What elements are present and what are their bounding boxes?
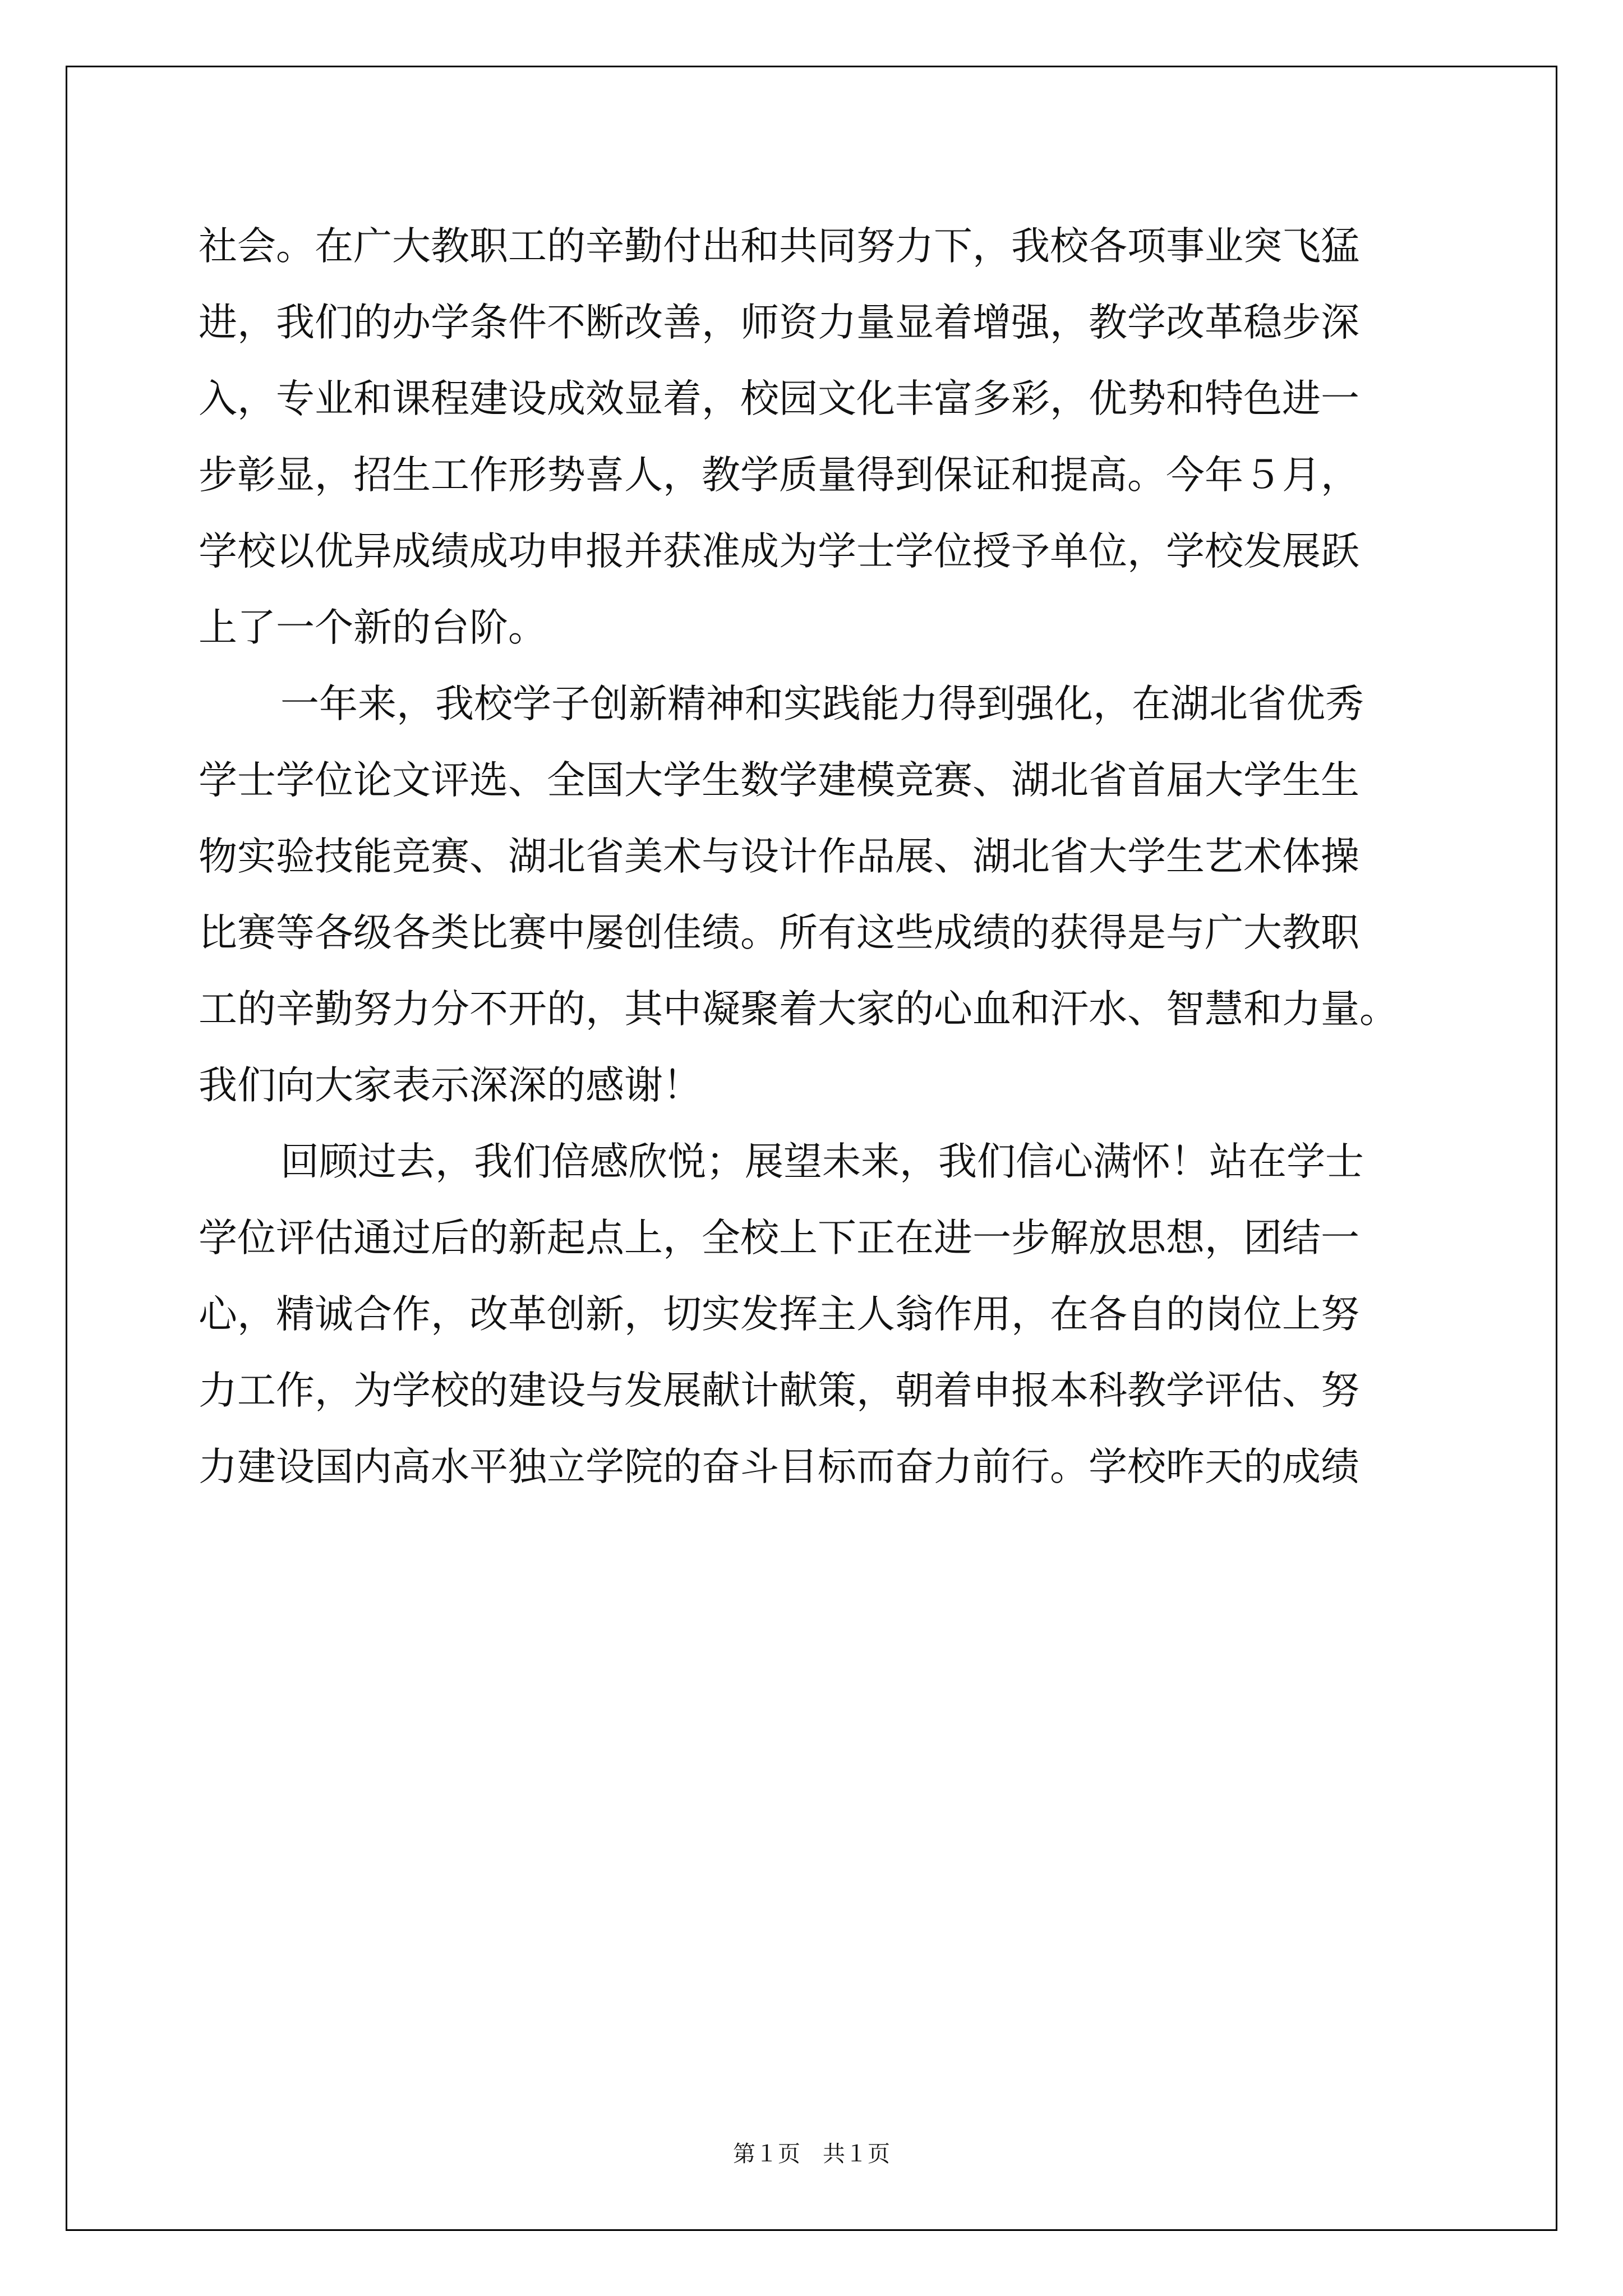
body-line: 上了一个新的台阶。 — [199, 605, 547, 650]
body-line: 力工作，为学校的建设与发展献计献策，朝着申报本科教学评估、努 — [199, 1368, 1359, 1413]
paragraph-first-line: 回顾过去，我们倍感欣悦；展望未来，我们信心满怀！站在学士 — [280, 1139, 1364, 1184]
body-line: 物实验技能竞赛、湖北省美术与设计作品展、湖北省大学生艺术体操 — [199, 834, 1359, 879]
body-line: 工的辛勤努力分不开的，其中凝聚着大家的心血和汗水、智慧和力量。 — [199, 987, 1398, 1032]
body-line: 进，我们的办学条件不断改善，师资力量显着增强，教学改革稳步深 — [199, 300, 1359, 345]
page-footer: 第１页 共１页 — [733, 2141, 890, 2167]
body-line: 入，专业和课程建设成效显着，校园文化丰富多彩，优势和特色进一 — [199, 376, 1359, 421]
body-line: 我们向大家表示深深的感谢！ — [199, 1063, 702, 1108]
body-line: 心，精诚合作，改革创新，切实发挥主人翁作用，在各自的岗位上努 — [199, 1292, 1359, 1337]
body-line: 比赛等各级各类比赛中屡创佳绩。所有这些成绩的获得是与广大教职 — [199, 910, 1359, 955]
paragraph-first-line: 一年来，我校学子创新精神和实践能力得到强化，在湖北省优秀 — [280, 682, 1364, 726]
body-line: 社会。在广大教职工的辛勤付出和共同努力下，我校各项事业突飞猛 — [199, 224, 1359, 269]
body-line: 学校以优异成绩成功申报并获准成为学士学位授予单位，学校发展跃 — [199, 529, 1359, 574]
body-line: 学位评估通过后的新起点上，全校上下正在进一步解放思想，团结一 — [199, 1216, 1359, 1260]
body-line: 学士学位论文评选、全国大学生数学建模竞赛、湖北省首届大学生生 — [199, 758, 1359, 803]
body-line: 步彰显，招生工作形势喜人，教学质量得到保证和提高。今年５月， — [199, 453, 1359, 498]
body-line: 力建设国内高水平独立学院的奋斗目标而奋力前行。学校昨天的成绩 — [199, 1444, 1359, 1489]
